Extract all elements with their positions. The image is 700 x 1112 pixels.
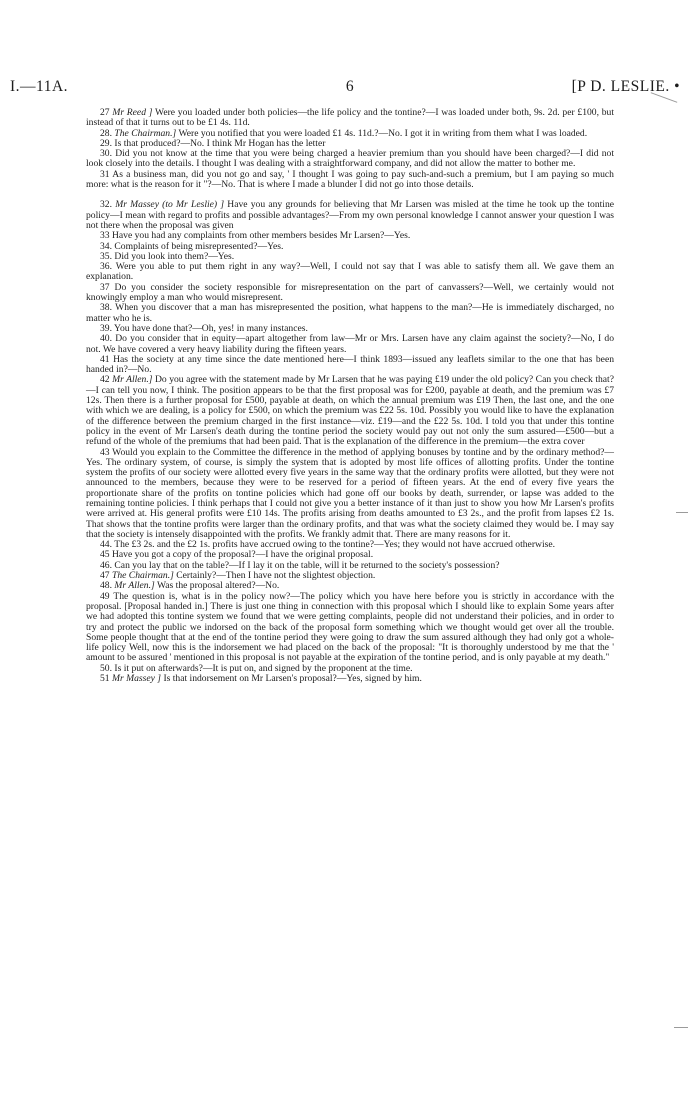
question-answer-text: Have you had any complaints from other members besides Mr Larsen?—Yes. [112,230,411,242]
question-number: 49 [100,590,110,602]
page-header [0,78,700,98]
speaker-name: Mr Massey ] [112,673,162,685]
question-number: 34. [100,240,112,252]
question-paragraph [86,674,614,684]
question-answer-text: Do you agree with the statement made by Mr Larsen that he was paying £19 under the old policy? Can you check that?—I can tell you now, I think. The position appears to be that the first proposal was for £200, payable at death, and the premium was £7 12s. Then there is a further proposal for £500, payable at death, on which the annual premium was £19 Then, the last one, and the one with which we are dealing, is a policy for £500, on which the premium was £22 5s. 10d. Possibly you would like to have the explanation of the difference between the premium charged in the first instance—viz. £19—and the £22 5s. 10d. I told you that under this tontine policy in the event of Mr Larsen's death during the tontine period the society would pay out not only the sum assured—£500—but a refund of the whole of the premiums that had been paid. That is the explanation of the difference in the premium—the extra cover [86,374,614,448]
question-number: 38. [100,302,112,314]
question-number: 45 [100,549,110,561]
question-paragraph [86,303,614,324]
question-number: 31 [100,168,110,180]
report-reference: I.—11A. [10,78,69,95]
question-answer-text: Complaints of being misrepresented?—Yes. [114,240,284,252]
question-paragraph [86,283,614,304]
question-paragraph [86,592,614,664]
question-answer-text: Do you consider the society responsible for misrepresentation on the part of canvassers?—Well, we certainly would not knowingly employ a man who would misrepresent. [86,281,614,304]
speaker-name: The Chairman.] [114,127,177,139]
question-paragraph [86,149,614,170]
question-number: 35. [100,250,112,262]
question-paragraph [86,262,614,283]
speaker-name: Mr Allen.] [112,374,153,386]
question-paragraph [86,108,614,129]
question-number: 43 [100,446,110,458]
margin-mark [674,1027,688,1028]
question-answer-text: Did you look into them?—Yes. [114,250,235,262]
speaker-name: Mr Massey (to Mr Leslie) ] [115,199,225,211]
question-answer-text: The £3 2s. and the £2 1s. profits have accrued owing to the tontine?—Yes; they would not have accrued otherwise. [114,539,555,551]
question-answer-text: Would you explain to the Committee the difference in the method of applying bonuses by tontine and by the ordinary method?—Yes. The ordinary system, of course, is simply the system that is adopted by most life offices of allotting profits. Under the tontine system the profits of our society were allotted every five years in the same way that the ordinary profits were allotted, but they were not announced to the members, because they were to be reserved for a period of fifteen years. At the end of every five years the proportionate share of the profits on tontine policies which had gone off our books by death, surrender, or lapse was added to the remaining tontine policies. I think perhaps that I could not give you a better instance of it than just to show you how Mr Larsen's profits were arrived at. His general profits were £10 14s. The profits arising from deaths amounted to £3 2s., and the profit from lapses £2 1s. That shows that the tontine profits were larger than the ordinary profits, and that was what the society claimed they would be. I may say that the society is intensely disappointed with the profits. We frankly admit that. There are many reasons for it. [86,446,614,540]
question-paragraph [86,334,614,355]
question-answer-text: Were you able to put them right in any way?—Well, I could not say that I was able to satisfy them all. We gave them an explanation. [86,261,614,283]
question-answer-text: As a business man, did you not go and say, ' I thought I was going to pay such-and-such a premium, but I am paying so much more: what is the reason for it "?—No. That is where I made a blunder I did not go into those details. [86,168,614,191]
question-answer-text: Is that indorsement on Mr Larsen's proposal?—Yes, signed by him. [163,673,422,685]
question-number: 32. [100,199,112,211]
question-answer-text: The question is, what is in the policy now?—The policy which you have here before you is strictly in accordance with the proposal. [Proposal handed in.] There is just one thing in connection with this proposal which I should like to explain Some years after we had adopted this tontine system we found that we were getting complaints, people did not understand their policies, and in order to try and protect the public we indorsed on the back of the proposal form something which we thought would get over all the trouble. Some people thought that at the end of the tontine period they were going to draw the sum assured although they had only got a whole-life policy Well, now this is the indorsement we had placed on the back of the proposal: "It is thoroughly understood by me that the ' amount to be assured ' mentioned in this proposal is not payable at the expiration of the tontine period, and is only payable at my death." [86,590,614,664]
question-answer-text: Have you got a copy of the proposal?—I have the original proposal. [112,549,374,561]
question-answer-text: You have done that?—Oh, yes! in many instances. [114,322,308,334]
question-number: 28. [100,127,112,139]
question-answer-text: Is that produced?—No. I think Mr Hogan has the letter [114,137,326,149]
question-answer-text: Certainly?—Then I have not the slightest objection. [176,570,376,582]
question-paragraph [86,170,614,191]
speaker-name: Mr Reed ] [112,107,153,118]
question-number: 30. [100,148,112,160]
margin-mark [676,512,688,513]
question-number: 42 [100,374,110,386]
question-answer-text: Do you consider that in equity—apart altogether from law—Mr or Mrs. Larsen have any claim against the society?—No, I do not. We have covered a very heavy liability during the fifteen years. [86,333,614,355]
speaker-name: The Chairman.] [112,570,174,582]
question-number: 33 [100,230,110,242]
question-answer-text: Did you not know at the time that you were being charged a heavier premium than you should have been charged?—I did not look closely into the details. I thought I was dealing with a straightforward company, and did not allow the matter to bother me. [86,148,615,170]
question-paragraph [86,448,614,541]
question-number: 48. [100,580,112,592]
question-answer-text: Was the proposal altered?—No. [156,580,280,592]
question-paragraph [86,355,614,376]
evidence-text [86,108,614,684]
question-number: 39. [100,322,112,334]
question-number: 44. [100,539,112,551]
question-number: 40. [100,333,112,345]
question-number: 27 [100,107,110,118]
question-answer-text: Have you any grounds for believing that Mr Larsen was misled at the time he took up the tontine policy—I mean with regard to profits and possible advantages?—From my own personal knowledge I cannot answer your question I was not there when the proposal was given [86,199,615,231]
question-number: 36. [100,261,112,273]
page-number: 6 [345,78,355,95]
speaker-name: Mr Allen.] [114,580,155,592]
question-number: 47 [100,570,110,582]
question-answer-text: Were you notified that you were loaded £1 4s. 11d.?—No. I got it in writing from them what I was loaded. [178,127,588,139]
question-paragraph [86,200,614,231]
question-number: 37 [100,281,110,293]
witness-name: [P D. LESLIE. • [571,78,680,95]
question-answer-text: Has the society at any time since the date mentioned here—I think 1893—issued any leaflets similar to the one that has been handed in?—No. [86,353,614,376]
question-number: 50. [100,662,112,674]
question-number: 46. [100,559,112,571]
question-number: 41 [100,353,110,365]
question-answer-text: Can you lay that on the table?—If I lay it on the table, will it be returned to the society's possession? [114,559,500,571]
question-number: 51 [100,673,110,685]
question-answer-text: Is it put on afterwards?—It is put on, and signed by the proponent at the time. [114,662,413,674]
question-paragraph [86,375,614,447]
question-answer-text: Were you loaded under both policies—the life policy and the tontine?—I was loaded under both, 9s. 2d. per £100, but instead of that it turns out to be £1 4s. 11d. [86,107,614,129]
question-answer-text: When you discover that a man has misrepresented the position, what happens to the man?—He is immediately discharged, no matter who he is. [86,302,614,324]
question-number: 29. [100,137,112,149]
